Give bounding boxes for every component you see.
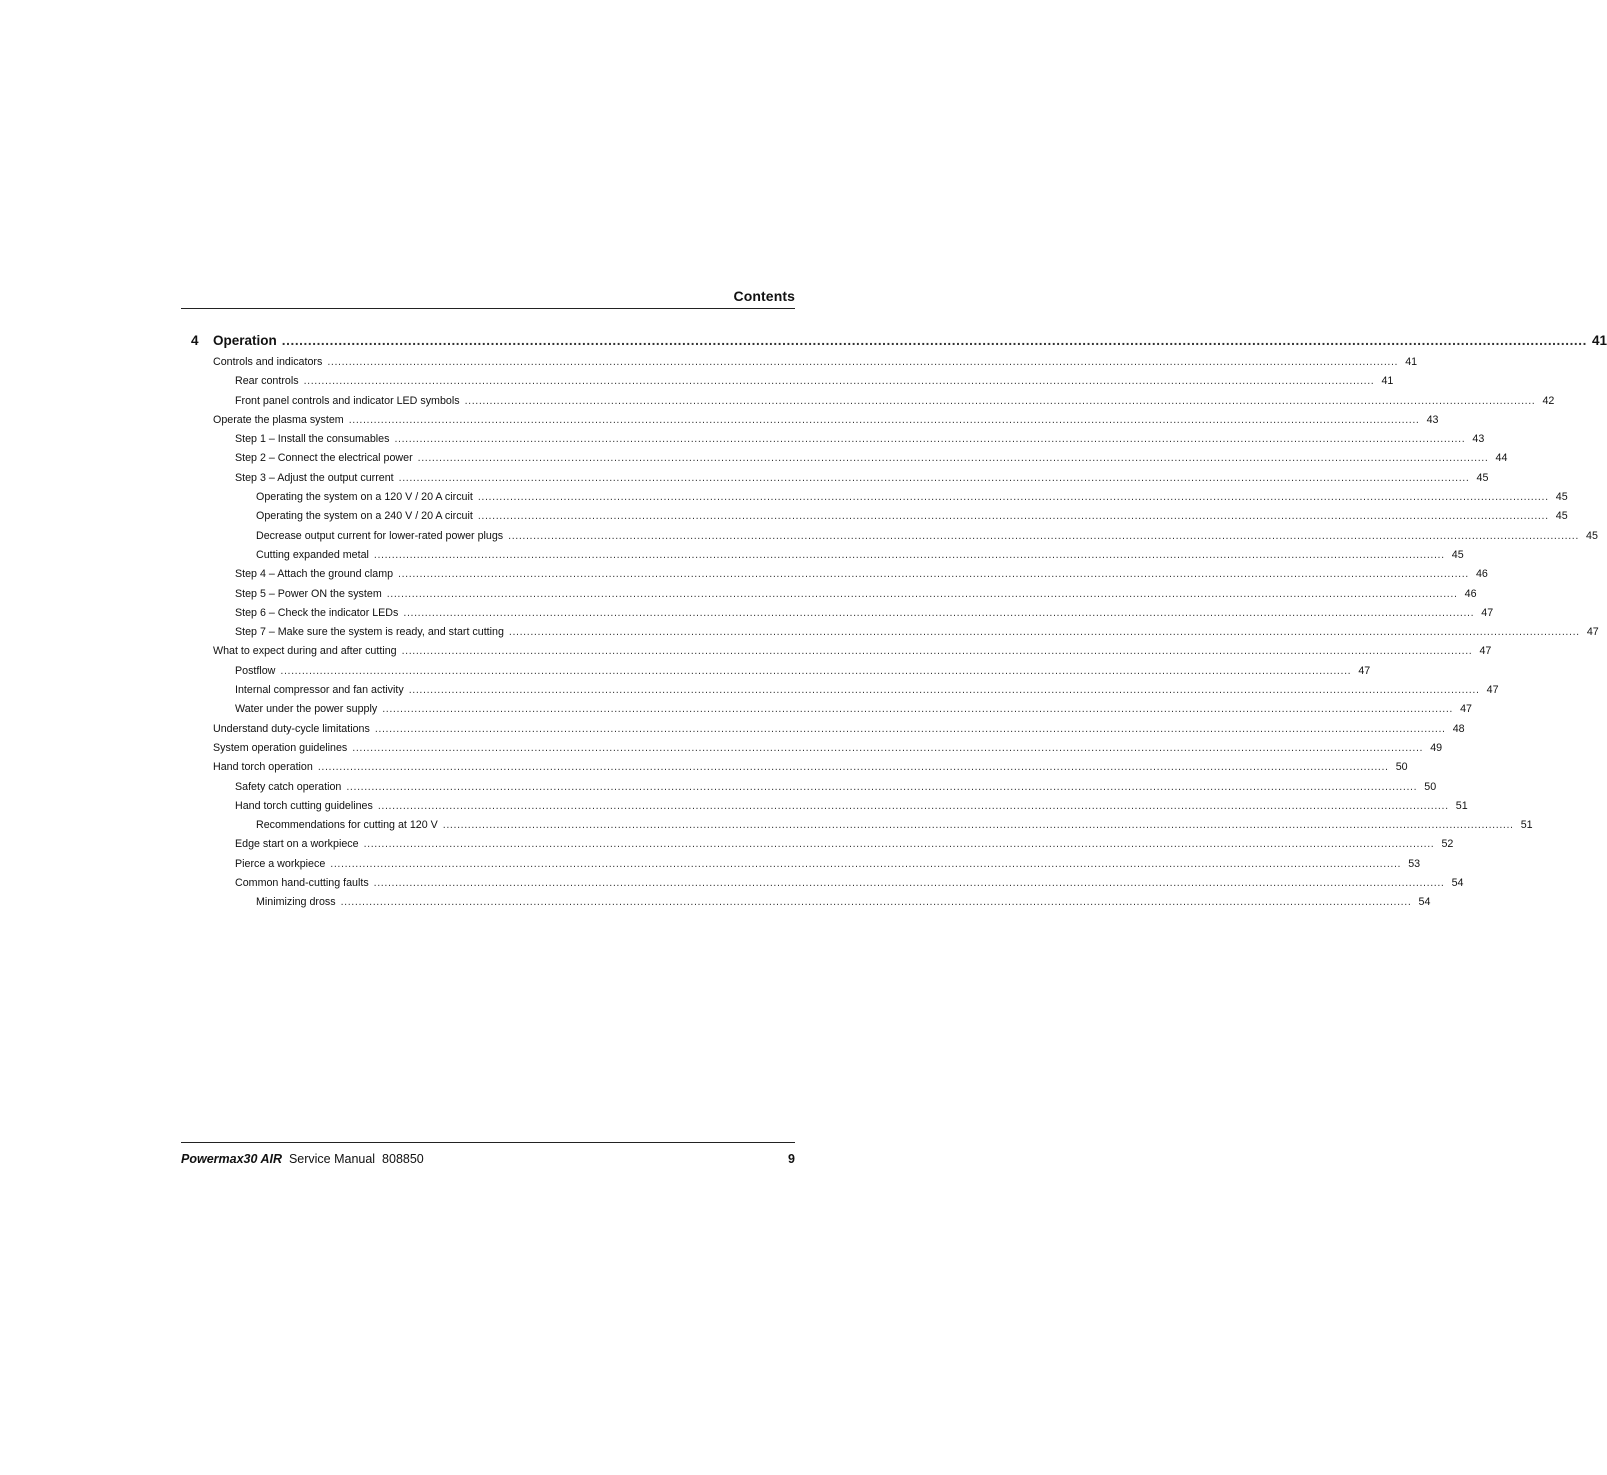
dot-leader: ............................................................................................................................................................................................................................................................................................................ <box>373 548 1445 561</box>
toc-entry[interactable] <box>181 877 1464 896</box>
toc-entry-page-number: 49 <box>1430 741 1443 754</box>
toc-entry-page-number: 54 <box>1451 877 1464 890</box>
toc-entry-page-number: 44 <box>1495 452 1508 465</box>
toc-entry[interactable] <box>181 587 1477 607</box>
toc-entry-page-number: 47 <box>1486 684 1499 697</box>
toc-entry-title: Internal compressor and fan activity <box>235 684 404 697</box>
toc-entry-page-number: 47 <box>1460 703 1472 716</box>
toc-entry-title: Edge start on a workpiece <box>235 838 359 851</box>
toc-entry[interactable] <box>181 433 1485 452</box>
toc-entry[interactable] <box>181 741 1443 761</box>
toc-entry[interactable] <box>181 896 1431 915</box>
toc-entry-page-number: 45 <box>1476 471 1489 484</box>
toc-entry[interactable] <box>181 491 1568 510</box>
toc-entry-page-number: 47 <box>1479 645 1492 658</box>
toc-entry-page-number: 41 <box>1381 375 1394 388</box>
toc-entry[interactable] <box>181 857 1421 877</box>
toc-entry-title: System operation guidelines <box>213 741 348 754</box>
toc-entry-page-number: 48 <box>1452 722 1465 735</box>
toc-entry[interactable] <box>181 799 1468 819</box>
dot-leader: ............................................................................................................................................................................................................................................................................................................ <box>374 722 1446 735</box>
toc-entry-page-number: 45 <box>1555 510 1568 523</box>
toc-entry-title: Operating the system on a 240 V / 20 A circuit <box>256 510 473 523</box>
toc-entry-page-number: 41 <box>1405 356 1418 368</box>
dot-leader: ............................................................................................................................................................................................................................................................................................................ <box>281 333 1587 348</box>
toc-entry-title: Understand duty-cycle limitations <box>213 722 370 735</box>
toc-entry-page-number: 51 <box>1520 819 1533 832</box>
toc-entry-title: Rear controls <box>235 375 299 388</box>
toc-chapter-entry[interactable] <box>181 333 1607 355</box>
dot-leader: ............................................................................................................................................................................................................................................................................................................ <box>348 413 1420 426</box>
dot-leader: ............................................................................................................................................................................................................................................................................................................ <box>317 761 1389 774</box>
toc-entry-page-number: 43 <box>1426 413 1439 426</box>
toc-entry-page-number: 47 <box>1481 606 1494 619</box>
toc-entry-page-number: 45 <box>1451 548 1464 561</box>
footer-manual-title: Service Manual 808850 <box>288 1152 424 1166</box>
toc-entry-title: Hand torch cutting guidelines <box>235 799 373 812</box>
toc-entry-page-number: 47 <box>1586 626 1599 639</box>
dot-leader: ............................................................................................................................................................................................................................................................................................................ <box>508 626 1580 639</box>
chapter-number: 4 <box>191 333 199 348</box>
toc-entry[interactable] <box>181 529 1598 549</box>
toc-entry[interactable] <box>181 780 1437 800</box>
toc-entry-page-number: 45 <box>1555 491 1568 504</box>
toc-entry[interactable] <box>181 606 1494 626</box>
toc-entry-title: Front panel controls and indicator LED symbols <box>235 394 460 407</box>
footer-product-name: Powermax30 AIR <box>181 1152 282 1166</box>
toc-entry-page-number: 42 <box>1542 394 1555 407</box>
toc-entry[interactable] <box>181 722 1465 742</box>
dot-leader: ............................................................................................................................................................................................................................................................................................................ <box>403 606 1475 619</box>
toc-entry-page-number: 50 <box>1395 761 1408 774</box>
dot-leader: ............................................................................................................................................................................................................................................................................................................ <box>398 471 1470 484</box>
dot-leader: ............................................................................................................................................................................................................................................................................................................ <box>417 452 1489 465</box>
toc-entry-title: What to expect during and after cutting <box>213 645 397 658</box>
toc-entry-title: Postflow <box>235 664 276 677</box>
toc-entry[interactable] <box>181 626 1599 645</box>
toc-entry-page-number: 47 <box>1358 664 1371 677</box>
dot-leader: ............................................................................................................................................................................................................................................................................................................ <box>408 684 1480 697</box>
toc-entry-page-number: 53 <box>1408 857 1421 870</box>
footer-rule <box>181 1142 795 1143</box>
toc-entry[interactable] <box>181 645 1492 664</box>
dot-leader: ............................................................................................................................................................................................................................................................................................................ <box>373 877 1445 890</box>
toc-entry-page-number: 51 <box>1455 799 1468 812</box>
header-rule <box>181 308 795 309</box>
dot-leader: ............................................................................................................................................................................................................................................................................................................ <box>280 664 1352 677</box>
dot-leader: ............................................................................................................................................................................................................................................................................................................ <box>442 819 1514 832</box>
toc-entry-page-number: 52 <box>1441 838 1454 851</box>
toc-entry-title: Minimizing dross <box>256 896 336 909</box>
dot-leader: ............................................................................................................................................................................................................................................................................................................ <box>508 529 1579 542</box>
chapter-page-number: 41 <box>1591 333 1607 348</box>
toc-entry[interactable] <box>181 703 1472 722</box>
toc-entry[interactable] <box>181 452 1508 471</box>
toc-entry-list <box>181 356 1599 916</box>
toc-entry-title: Recommendations for cutting at 120 V <box>256 819 438 832</box>
toc-entry-title: Cutting expanded metal <box>256 548 369 561</box>
toc-entry[interactable] <box>181 413 1439 433</box>
toc-entry-title: Safety catch operation <box>235 780 342 793</box>
dot-leader: ............................................................................................................................................................................................................................................................................................................ <box>352 741 1424 754</box>
toc-entry-title: Decrease output current for lower-rated power plugs <box>256 529 504 542</box>
toc-entry-title: Step 6 – Check the indicator LEDs <box>235 606 399 619</box>
toc-entry[interactable] <box>181 510 1568 529</box>
toc-entry-title: Step 3 – Adjust the output current <box>235 471 394 484</box>
dot-leader: ............................................................................................................................................................................................................................................................................................................ <box>346 780 1418 793</box>
toc-entry-title: Step 5 – Power ON the system <box>235 587 382 600</box>
dot-leader: ............................................................................................................................................................................................................................................................................................................ <box>330 857 1402 870</box>
dot-leader: ............................................................................................................................................................................................................................................................................................................ <box>363 838 1435 851</box>
toc-entry-page-number: 54 <box>1418 896 1431 909</box>
toc-entry-title: Operate the plasma system <box>213 413 344 426</box>
dot-leader: ............................................................................................................................................................................................................................................................................................................ <box>327 356 1399 368</box>
page-header-title: Contents <box>733 288 795 304</box>
toc-entry-title: Step 1 – Install the consumables <box>235 433 390 446</box>
table-of-contents <box>181 333 1607 916</box>
dot-leader: ............................................................................................................................................................................................................................................................................................................ <box>394 433 1466 446</box>
toc-entry[interactable] <box>181 548 1464 568</box>
toc-entry[interactable] <box>181 761 1408 780</box>
toc-entry-title: Water under the power supply <box>235 703 378 716</box>
toc-entry[interactable] <box>181 356 1418 375</box>
toc-entry-title: Step 4 – Attach the ground clamp <box>235 568 394 581</box>
toc-entry-title: Controls and indicators <box>213 356 323 368</box>
toc-entry[interactable] <box>181 664 1371 684</box>
toc-entry[interactable] <box>181 471 1489 491</box>
toc-entry[interactable] <box>181 568 1488 587</box>
toc-entry-title: Step 2 – Connect the electrical power <box>235 452 413 465</box>
toc-entry[interactable] <box>181 819 1533 838</box>
toc-entry-title: Common hand-cutting faults <box>235 877 369 890</box>
dot-leader: ............................................................................................................................................................................................................................................................................................................ <box>386 587 1458 600</box>
footer-page-number: 9 <box>788 1152 795 1166</box>
toc-entry[interactable] <box>181 838 1454 857</box>
toc-entry-title: Pierce a workpiece <box>235 857 326 870</box>
toc-entry[interactable] <box>181 394 1555 414</box>
toc-entry-page-number: 46 <box>1475 568 1488 581</box>
dot-leader: ............................................................................................................................................................................................................................................................................................................ <box>464 394 1536 407</box>
dot-leader: ............................................................................................................................................................................................................................................................................................................ <box>382 703 1453 716</box>
toc-entry-title: Step 7 – Make sure the system is ready, and start cutting <box>235 626 504 639</box>
toc-entry-page-number: 46 <box>1464 587 1477 600</box>
dot-leader: ............................................................................................................................................................................................................................................................................................................ <box>401 645 1473 658</box>
toc-entry-title: Operating the system on a 120 V / 20 A circuit <box>256 491 473 504</box>
dot-leader: ............................................................................................................................................................................................................................................................................................................ <box>477 510 1549 523</box>
toc-entry[interactable] <box>181 375 1394 394</box>
dot-leader: ............................................................................................................................................................................................................................................................................................................ <box>340 896 1412 909</box>
dot-leader: ............................................................................................................................................................................................................................................................................................................ <box>398 568 1469 581</box>
dot-leader: ............................................................................................................................................................................................................................................................................................................ <box>377 799 1449 812</box>
chapter-title: Operation <box>213 333 277 348</box>
dot-leader: ............................................................................................................................................................................................................................................................................................................ <box>303 375 1375 388</box>
toc-entry-page-number: 45 <box>1586 529 1598 542</box>
toc-entry-title: Hand torch operation <box>213 761 313 774</box>
toc-entry[interactable] <box>181 684 1499 703</box>
page-footer <box>181 1152 795 1166</box>
toc-entry-page-number: 43 <box>1472 433 1485 446</box>
footer-doc-info <box>181 1152 424 1166</box>
dot-leader: ............................................................................................................................................................................................................................................................................................................ <box>477 491 1549 504</box>
toc-entry-page-number: 50 <box>1424 780 1437 793</box>
